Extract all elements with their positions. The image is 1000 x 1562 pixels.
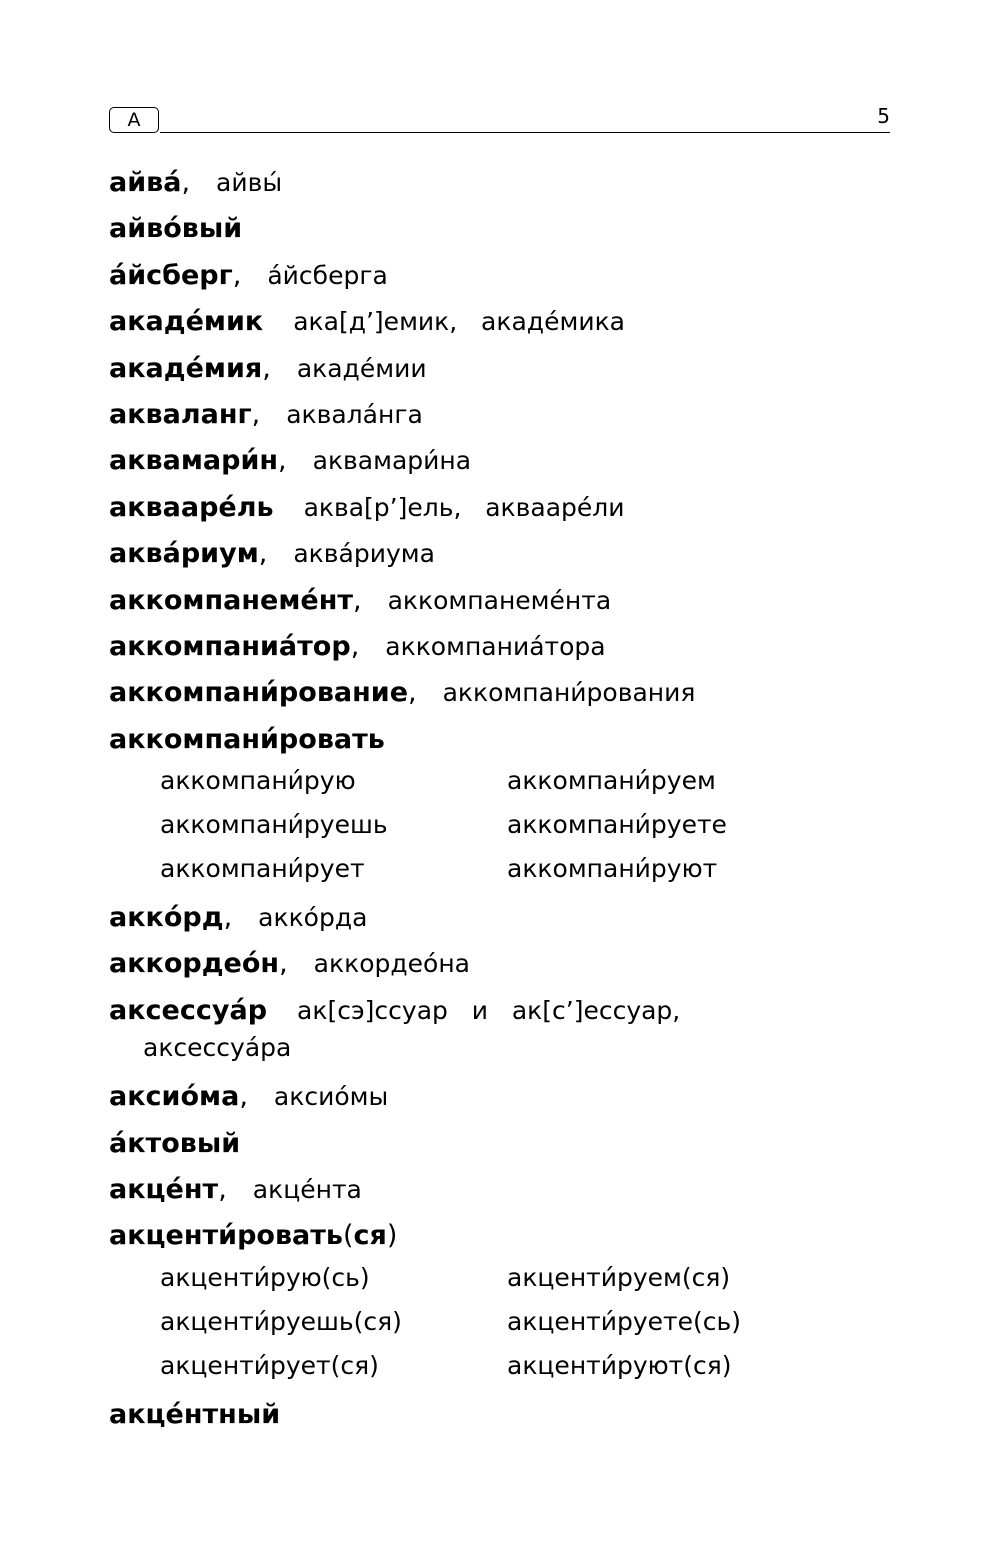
headword: аквамари́н	[109, 445, 279, 477]
entry-continuation: аксессуа́ра	[143, 1033, 292, 1063]
word-forms: аквала́нга	[286, 399, 423, 429]
conjugation-form: акценти́руете(сь)	[507, 1306, 741, 1336]
conjugation-form: аккомпани́руете	[507, 810, 727, 840]
word-forms: ак[сэ]ссуар и ак[с’]ессуар,	[297, 995, 681, 1025]
entry: аккомпанеме́нт, аккомпанеме́нта	[109, 584, 612, 616]
entry: аккомпаниа́тор, аккомпаниа́тора	[109, 630, 606, 662]
headword: аксессуа́р	[109, 994, 268, 1026]
conjugation-form: аккомпани́рую	[160, 766, 356, 796]
entry: акаде́мия, акаде́мии	[109, 352, 427, 384]
word-forms: аккомпани́рования	[442, 678, 696, 708]
word-forms: аксио́мы	[273, 1082, 389, 1112]
dictionary-entries	[109, 160, 899, 1438]
entry: аквамари́н, аквамари́на	[109, 445, 472, 477]
page-header	[109, 104, 890, 136]
word-forms: аквамари́на	[312, 446, 472, 476]
headword-suffix: ся	[353, 1220, 387, 1252]
conjugation-form: акценти́руешь(ся)	[160, 1306, 402, 1336]
headword: акценти́ровать	[109, 1220, 343, 1252]
conjugation-table	[160, 759, 899, 891]
entry	[109, 299, 899, 345]
headword: акваланг	[109, 398, 252, 430]
conjugation-form: аккомпани́руешь	[160, 810, 388, 840]
headword: аккомпани́ровать	[109, 723, 385, 755]
entry: акце́нт, акце́нта	[109, 1174, 362, 1206]
conjugation-form: акценти́руют(ся)	[507, 1350, 732, 1380]
headword: акаде́мик	[109, 306, 264, 338]
word-forms: аккордео́на	[313, 949, 470, 979]
conjugation-form: акценти́руем(ся)	[507, 1262, 731, 1292]
headword: аква́риум	[109, 538, 259, 570]
entry: акко́рд, акко́рда	[109, 902, 368, 934]
word-forms: аква́риума	[293, 539, 435, 569]
header-rule	[160, 132, 890, 133]
entry	[109, 206, 899, 252]
headword: акце́нтный	[109, 1398, 281, 1430]
headword: аксио́ма	[109, 1081, 240, 1113]
word-forms: айвы́	[216, 168, 283, 197]
entry	[109, 1121, 899, 1167]
entry	[109, 1392, 899, 1438]
entry: акваланг, аквала́нга	[109, 398, 423, 430]
conjugation-form: аккомпани́руем	[507, 766, 716, 796]
headword: а́йсберг	[109, 259, 233, 291]
entry: аккомпани́рование, аккомпани́рования	[109, 677, 696, 709]
entry: аккордео́н, аккордео́на	[109, 948, 470, 980]
entry: айва́, айвы́	[109, 167, 283, 198]
conjugation-form: аккомпани́руют	[507, 854, 718, 884]
headword: аккомпани́рование	[109, 677, 409, 709]
entry: аксио́ма, аксио́мы	[109, 1081, 389, 1113]
word-forms: аккомпаниа́тора	[385, 631, 606, 661]
headword: аквааре́ль	[109, 491, 274, 523]
headword: акце́нт	[109, 1174, 219, 1206]
conjugation-form: акценти́рует(ся)	[160, 1350, 379, 1380]
entry	[109, 717, 899, 763]
word-forms: ака[д’]емик, акаде́мика	[293, 307, 625, 337]
section-letter: А	[109, 107, 159, 133]
conjugation-form: акценти́рую(сь)	[160, 1262, 370, 1292]
conjugation-form: аккомпани́рует	[160, 854, 365, 884]
entry: аква́риум, аква́риума	[109, 538, 435, 570]
word-forms: акаде́мии	[296, 353, 427, 383]
headword: айва́	[109, 167, 182, 198]
word-forms: акко́рда	[258, 903, 368, 933]
headword: аккордео́н	[109, 948, 280, 980]
entry: а́йсберг, а́йсберга	[109, 259, 388, 291]
entry	[109, 485, 899, 531]
headword: акаде́мия	[109, 352, 263, 384]
page-number: 5	[877, 104, 890, 128]
headword: аккомпанеме́нт	[109, 584, 354, 616]
headword: айво́вый	[109, 213, 243, 245]
headword: аккомпаниа́тор	[109, 630, 351, 662]
word-forms: а́йсберга	[267, 260, 388, 290]
headword: акко́рд	[109, 902, 224, 934]
headword: а́ктовый	[109, 1127, 241, 1159]
conjugation-table	[160, 1256, 899, 1388]
word-forms: аккомпанеме́нта	[387, 585, 612, 615]
word-forms: аква[р’]ель, аквааре́ли	[303, 492, 625, 522]
word-forms: акце́нта	[252, 1175, 362, 1205]
entry: акценти́ровать(ся)	[109, 1220, 398, 1252]
